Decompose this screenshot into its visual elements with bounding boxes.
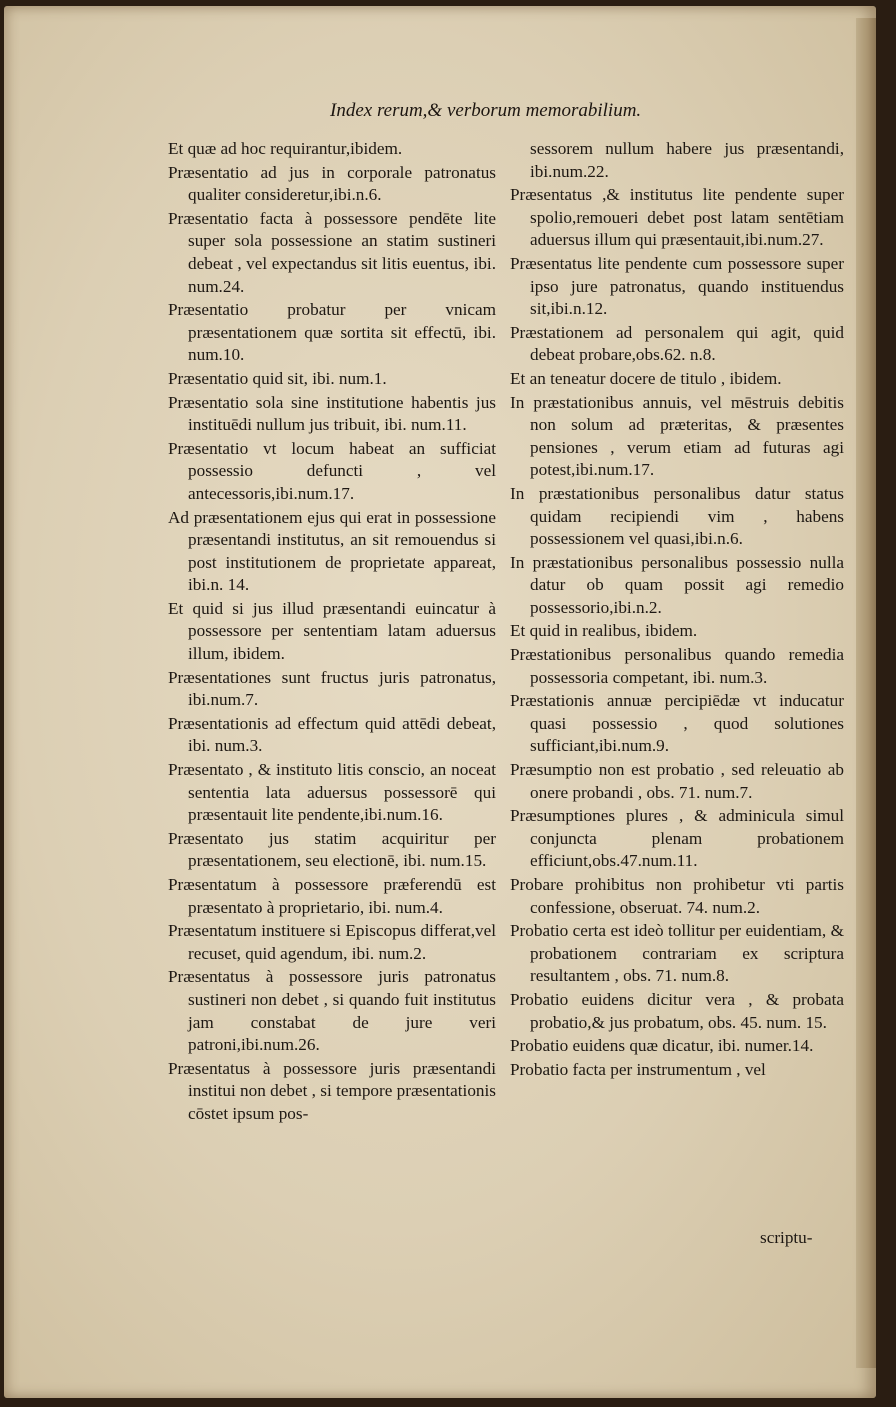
index-entry: Præstationem ad personalem qui agit, quid debeat probare,obs.62. n.8.	[510, 322, 844, 365]
index-entry: Præsentatum instituere si Episcopus differat,vel recuset, quid agendum, ibi. num.2.	[168, 921, 496, 963]
index-entry: Probatio euidens dicitur vera , & probata probatio,& jus probatum, obs. 45. num. 15.	[510, 989, 844, 1032]
index-entry: Præsentationes sunt fructus juris patronatus, ibi.num.7.	[168, 667, 496, 710]
index-entry: Præsentationis ad effectum quid attēdi debeat, ibi. num.3.	[168, 713, 496, 756]
left-column	[168, 138, 496, 1127]
index-entry: Probatio certa est ideò tollitur per euidentiam, & probationem contrariam ex scriptura resultantem , obs. 71. num.8.	[510, 921, 844, 986]
index-entry: Et quid in realibus, ibidem.	[510, 621, 698, 641]
index-entry: Præsentatio vt locum habeat an sufficiat possessio defuncti , vel antecessoris,ibi.num.17.	[168, 438, 496, 503]
index-entry: Præsumptiones plures , & adminicula simul conjuncta plenam probationem efficiunt,obs.47.num.11.	[510, 806, 844, 871]
index-entry: Præstationibus personalibus quando remedia possessoria competant, ibi. num.3.	[510, 645, 844, 687]
index-entry: Præsentatio probatur per vnicam præsentationem quæ sortita sit effectū, ibi. num.10.	[168, 300, 496, 365]
index-entry: Præsentatus à possessore juris præsentandi institui non debet , si tempore præsentationis cōstet ipsum pos-	[168, 1058, 496, 1123]
index-entry: Præsentatus lite pendente cum possessore super ipso jure patronatus, quando instituendus sit,ibi.n.12.	[510, 253, 844, 319]
index-entry: Et quid si jus illud præsentandi euincatur à possessore per sententiam latam aduersus illum, ibidem.	[168, 598, 496, 664]
index-entry: Præsentatio ad jus in corporale patronatus qualiter consideretur,ibi.n.6.	[168, 162, 496, 205]
index-entry: Præsentatio quid sit, ibi. num.1.	[168, 368, 387, 388]
right-column	[510, 138, 844, 1082]
index-entry: Et an teneatur docere de titulo , ibidem.	[510, 368, 782, 388]
index-entry: In præstationibus personalibus datur status quidam recipiendi vim , habens possessionem vel quasi,ibi.n.6.	[510, 483, 844, 549]
page-edge	[856, 18, 876, 1368]
index-page	[4, 6, 876, 1398]
index-entry: In præstationibus annuis, vel mēstruis debitis non solum ad præteritas, & præsentes pensiones , verum etiam ad futuras agi potest,ibi.num.17.	[510, 392, 844, 480]
index-entry: Præsentatio sola sine institutione habentis jus instituēdi nullum jus tribuit, ibi. num.11.	[168, 392, 496, 435]
index-entry: Præsentatio facta à possessore pendēte lite super sola possessione an statim sustineri debeat , vel expectandus sit litis euentus, ibi. num.24.	[168, 208, 496, 296]
index-entry: Ad præsentationem ejus qui erat in possessione præsentandi institutus, an sit remouendus si post institutionem de proprietate appareat, ibi.n. 14.	[168, 507, 496, 595]
index-entry: Præsentato , & instituto litis conscio, an noceat sententia lata aduersus possessorē qui præsentauit lite pendente,ibi.num.16.	[168, 760, 496, 825]
index-entry-continuation: sessorem nullum habere jus præsentandi, ibi.num.22.	[530, 139, 844, 181]
running-head: Index rerum,& verborum memorabilium.	[330, 100, 642, 121]
index-entry: Præstationis annuæ percipiēdæ vt inducatur quasi possessio , quod solutiones sufficiant,ibi.num.9.	[510, 691, 844, 756]
index-entry: Præsentato jus statim acquiritur per præsentationem, seu electionē, ibi. num.15.	[168, 828, 496, 871]
index-entry: In præstationibus personalibus possessio nulla datur ob quam possit agi remedio possessorio,ibi.n.2.	[510, 552, 844, 617]
index-entry: Probare prohibitus non prohibetur vti partis confessione, obseruat. 74. num.2.	[510, 875, 844, 917]
catchword: scriptu-	[760, 1228, 813, 1247]
index-entry: Probatio facta per instrumentum , vel	[510, 1059, 766, 1079]
index-entry: Præsumptio non est probatio , sed releuatio ab onere probandi , obs. 71. num.7.	[510, 760, 844, 802]
index-entry: Et quæ ad hoc requirantur,ibidem.	[168, 139, 403, 158]
index-entry: Præsentatum à possessore præferendū est præsentato à proprietario, ibi. num.4.	[168, 875, 496, 917]
index-entry: Probatio euidens quæ dicatur, ibi. numer.14.	[510, 1036, 814, 1056]
index-entry: Præsentatus ,& institutus lite pendente super spolio,remoueri debet post latam sentētiam aduersus illum qui præsentauit,ibi.num.27.	[510, 185, 844, 250]
index-entry: Præsentatus à possessore juris patronatus sustineri non debet , si quando fuit institutus jam constabat de jure veri patroni,ibi.num.26.	[168, 967, 496, 1055]
